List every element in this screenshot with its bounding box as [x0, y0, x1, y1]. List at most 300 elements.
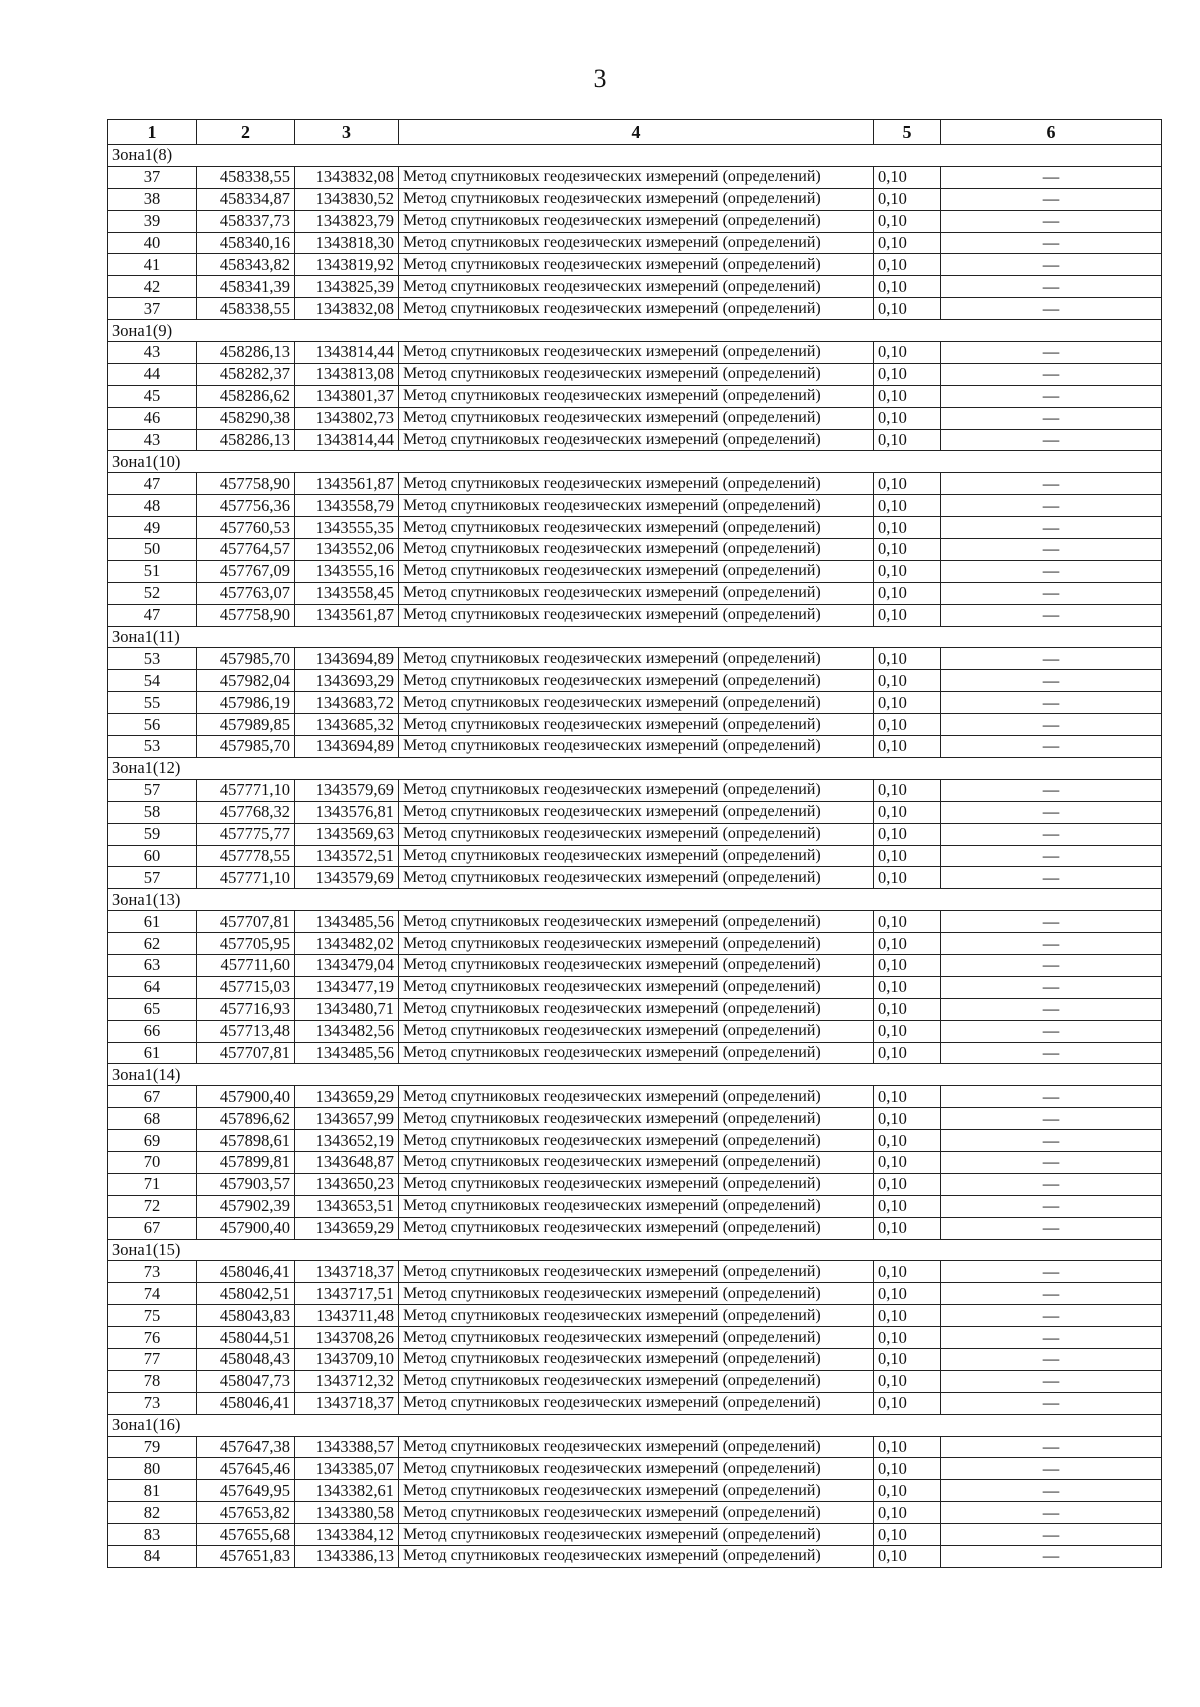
- point-number-cell: 82: [108, 1502, 197, 1524]
- point-number-cell: 44: [108, 363, 197, 385]
- y-coordinate-cell: 1343384,12: [295, 1524, 399, 1546]
- column-header: 3: [295, 120, 399, 145]
- accuracy-cell: 0,10: [874, 166, 941, 188]
- description-cell: —: [941, 1151, 1162, 1173]
- point-number-cell: 46: [108, 407, 197, 429]
- x-coordinate-cell: 457778,55: [197, 845, 295, 867]
- y-coordinate-cell: 1343814,44: [295, 342, 399, 364]
- description-cell: —: [941, 1020, 1162, 1042]
- method-cell: Метод спутниковых геодезических измерений (определений): [399, 692, 874, 714]
- x-coordinate-cell: 458042,51: [197, 1283, 295, 1305]
- method-cell: Метод спутниковых геодезических измерений (определений): [399, 1042, 874, 1064]
- method-cell: Метод спутниковых геодезических измерений (определений): [399, 1392, 874, 1414]
- y-coordinate-cell: 1343382,61: [295, 1480, 399, 1502]
- zone-row: [108, 1064, 1162, 1086]
- accuracy-cell: 0,10: [874, 276, 941, 298]
- x-coordinate-cell: 457763,07: [197, 582, 295, 604]
- x-coordinate-cell: 457900,40: [197, 1217, 295, 1239]
- description-cell: —: [941, 1086, 1162, 1108]
- accuracy-cell: 0,10: [874, 670, 941, 692]
- table-row: [108, 517, 1162, 539]
- method-cell: Метод спутниковых геодезических измерений (определений): [399, 670, 874, 692]
- x-coordinate-cell: 457645,46: [197, 1458, 295, 1480]
- point-number-cell: 45: [108, 385, 197, 407]
- table-row: [108, 692, 1162, 714]
- description-cell: —: [941, 976, 1162, 998]
- accuracy-cell: 0,10: [874, 188, 941, 210]
- description-cell: —: [941, 1327, 1162, 1349]
- table-row: [108, 1086, 1162, 1108]
- y-coordinate-cell: 1343813,08: [295, 363, 399, 385]
- table-row: [108, 670, 1162, 692]
- point-number-cell: 62: [108, 933, 197, 955]
- description-cell: —: [941, 1348, 1162, 1370]
- description-cell: —: [941, 1305, 1162, 1327]
- point-number-cell: 41: [108, 254, 197, 276]
- point-number-cell: 51: [108, 560, 197, 582]
- accuracy-cell: 0,10: [874, 1327, 941, 1349]
- point-number-cell: 57: [108, 779, 197, 801]
- description-cell: —: [941, 779, 1162, 801]
- description-cell: —: [941, 1261, 1162, 1283]
- table-row: [108, 210, 1162, 232]
- description-cell: —: [941, 539, 1162, 561]
- x-coordinate-cell: 458286,13: [197, 342, 295, 364]
- method-cell: Метод спутниковых геодезических измерений (определений): [399, 1130, 874, 1152]
- zone-row: [108, 145, 1162, 167]
- table-header-row: [108, 120, 1162, 145]
- table-row: [108, 560, 1162, 582]
- description-cell: —: [941, 1370, 1162, 1392]
- method-cell: Метод спутниковых геодезических измерений (определений): [399, 1502, 874, 1524]
- accuracy-cell: 0,10: [874, 1173, 941, 1195]
- y-coordinate-cell: 1343650,23: [295, 1173, 399, 1195]
- method-cell: Метод спутниковых геодезических измерений (определений): [399, 911, 874, 933]
- y-coordinate-cell: 1343558,79: [295, 495, 399, 517]
- coordinates-table: [107, 119, 1162, 1568]
- x-coordinate-cell: 457982,04: [197, 670, 295, 692]
- zone-row: [108, 1239, 1162, 1261]
- description-cell: —: [941, 823, 1162, 845]
- zone-row: [108, 626, 1162, 648]
- method-cell: Метод спутниковых геодезических измерений (определений): [399, 429, 874, 451]
- accuracy-cell: 0,10: [874, 1546, 941, 1568]
- point-number-cell: 67: [108, 1217, 197, 1239]
- table-row: [108, 845, 1162, 867]
- y-coordinate-cell: 1343818,30: [295, 232, 399, 254]
- column-header: 6: [941, 120, 1162, 145]
- point-number-cell: 61: [108, 1042, 197, 1064]
- y-coordinate-cell: 1343652,19: [295, 1130, 399, 1152]
- y-coordinate-cell: 1343814,44: [295, 429, 399, 451]
- table-row: [108, 385, 1162, 407]
- x-coordinate-cell: 457985,70: [197, 736, 295, 758]
- point-number-cell: 53: [108, 648, 197, 670]
- y-coordinate-cell: 1343482,56: [295, 1020, 399, 1042]
- y-coordinate-cell: 1343683,72: [295, 692, 399, 714]
- point-number-cell: 68: [108, 1108, 197, 1130]
- method-cell: Метод спутниковых геодезических измерений (определений): [399, 254, 874, 276]
- description-cell: —: [941, 1480, 1162, 1502]
- method-cell: Метод спутниковых геодезических измерений (определений): [399, 560, 874, 582]
- method-cell: Метод спутниковых геодезических измерений (определений): [399, 517, 874, 539]
- table-row: [108, 495, 1162, 517]
- accuracy-cell: 0,10: [874, 1502, 941, 1524]
- table-row: [108, 188, 1162, 210]
- point-number-cell: 83: [108, 1524, 197, 1546]
- description-cell: —: [941, 1195, 1162, 1217]
- method-cell: Метод спутниковых геодезических измерений (определений): [399, 1020, 874, 1042]
- accuracy-cell: 0,10: [874, 648, 941, 670]
- y-coordinate-cell: 1343653,51: [295, 1195, 399, 1217]
- table-row: [108, 166, 1162, 188]
- point-number-cell: 42: [108, 276, 197, 298]
- column-header: 4: [399, 120, 874, 145]
- description-cell: —: [941, 560, 1162, 582]
- y-coordinate-cell: 1343555,16: [295, 560, 399, 582]
- description-cell: —: [941, 254, 1162, 276]
- description-cell: —: [941, 1108, 1162, 1130]
- point-number-cell: 75: [108, 1305, 197, 1327]
- accuracy-cell: 0,10: [874, 1436, 941, 1458]
- y-coordinate-cell: 1343694,89: [295, 648, 399, 670]
- description-cell: —: [941, 407, 1162, 429]
- accuracy-cell: 0,10: [874, 1305, 941, 1327]
- accuracy-cell: 0,10: [874, 407, 941, 429]
- accuracy-cell: 0,10: [874, 1480, 941, 1502]
- description-cell: —: [941, 363, 1162, 385]
- method-cell: Метод спутниковых геодезических измерений (определений): [399, 823, 874, 845]
- accuracy-cell: 0,10: [874, 254, 941, 276]
- description-cell: —: [941, 188, 1162, 210]
- method-cell: Метод спутниковых геодезических измерений (определений): [399, 604, 874, 626]
- description-cell: —: [941, 166, 1162, 188]
- x-coordinate-cell: 457985,70: [197, 648, 295, 670]
- table-row: [108, 1195, 1162, 1217]
- method-cell: Метод спутниковых геодезических измерений (определений): [399, 1370, 874, 1392]
- zone-row: [108, 320, 1162, 342]
- method-cell: Метод спутниковых геодезических измерений (определений): [399, 845, 874, 867]
- y-coordinate-cell: 1343385,07: [295, 1458, 399, 1480]
- method-cell: Метод спутниковых геодезических измерений (определений): [399, 276, 874, 298]
- y-coordinate-cell: 1343709,10: [295, 1348, 399, 1370]
- x-coordinate-cell: 457900,40: [197, 1086, 295, 1108]
- point-number-cell: 38: [108, 188, 197, 210]
- point-number-cell: 81: [108, 1480, 197, 1502]
- table-row: [108, 407, 1162, 429]
- point-number-cell: 37: [108, 166, 197, 188]
- y-coordinate-cell: 1343801,37: [295, 385, 399, 407]
- table-row: [108, 1458, 1162, 1480]
- table-row: [108, 1546, 1162, 1568]
- zone-label: Зона1(11): [108, 626, 1162, 648]
- description-cell: —: [941, 232, 1162, 254]
- point-number-cell: 55: [108, 692, 197, 714]
- y-coordinate-cell: 1343717,51: [295, 1283, 399, 1305]
- x-coordinate-cell: 457758,90: [197, 604, 295, 626]
- y-coordinate-cell: 1343825,39: [295, 276, 399, 298]
- description-cell: —: [941, 1130, 1162, 1152]
- x-coordinate-cell: 457771,10: [197, 867, 295, 889]
- method-cell: Метод спутниковых геодезических измерений (определений): [399, 188, 874, 210]
- y-coordinate-cell: 1343561,87: [295, 473, 399, 495]
- description-cell: —: [941, 954, 1162, 976]
- y-coordinate-cell: 1343718,37: [295, 1261, 399, 1283]
- y-coordinate-cell: 1343708,26: [295, 1327, 399, 1349]
- y-coordinate-cell: 1343832,08: [295, 166, 399, 188]
- method-cell: Метод спутниковых геодезических измерений (определений): [399, 1108, 874, 1130]
- y-coordinate-cell: 1343480,71: [295, 998, 399, 1020]
- point-number-cell: 79: [108, 1436, 197, 1458]
- table-row: [108, 1436, 1162, 1458]
- table-row: [108, 539, 1162, 561]
- table-row: [108, 1370, 1162, 1392]
- x-coordinate-cell: 457655,68: [197, 1524, 295, 1546]
- x-coordinate-cell: 458043,83: [197, 1305, 295, 1327]
- point-number-cell: 58: [108, 801, 197, 823]
- table-row: [108, 254, 1162, 276]
- x-coordinate-cell: 457711,60: [197, 954, 295, 976]
- table-row: [108, 823, 1162, 845]
- accuracy-cell: 0,10: [874, 714, 941, 736]
- point-number-cell: 77: [108, 1348, 197, 1370]
- y-coordinate-cell: 1343648,87: [295, 1151, 399, 1173]
- method-cell: Метод спутниковых геодезических измерений (определений): [399, 298, 874, 320]
- table-row: [108, 1480, 1162, 1502]
- x-coordinate-cell: 458044,51: [197, 1327, 295, 1349]
- point-number-cell: 73: [108, 1261, 197, 1283]
- x-coordinate-cell: 457649,95: [197, 1480, 295, 1502]
- method-cell: Метод спутниковых геодезических измерений (определений): [399, 1327, 874, 1349]
- point-number-cell: 43: [108, 429, 197, 451]
- method-cell: Метод спутниковых геодезических измерений (определений): [399, 954, 874, 976]
- y-coordinate-cell: 1343572,51: [295, 845, 399, 867]
- point-number-cell: 61: [108, 911, 197, 933]
- description-cell: —: [941, 385, 1162, 407]
- y-coordinate-cell: 1343482,02: [295, 933, 399, 955]
- accuracy-cell: 0,10: [874, 210, 941, 232]
- accuracy-cell: 0,10: [874, 1151, 941, 1173]
- description-cell: —: [941, 845, 1162, 867]
- x-coordinate-cell: 457896,62: [197, 1108, 295, 1130]
- x-coordinate-cell: 458338,55: [197, 298, 295, 320]
- description-cell: —: [941, 1524, 1162, 1546]
- description-cell: —: [941, 210, 1162, 232]
- method-cell: Метод спутниковых геодезических измерений (определений): [399, 801, 874, 823]
- x-coordinate-cell: 457768,32: [197, 801, 295, 823]
- method-cell: Метод спутниковых геодезических измерений (определений): [399, 736, 874, 758]
- zone-label: Зона1(12): [108, 757, 1162, 779]
- method-cell: Метод спутниковых геодезических измерений (определений): [399, 933, 874, 955]
- column-header: 2: [197, 120, 295, 145]
- zone-label: Зона1(13): [108, 889, 1162, 911]
- y-coordinate-cell: 1343555,35: [295, 517, 399, 539]
- x-coordinate-cell: 457775,77: [197, 823, 295, 845]
- point-number-cell: 74: [108, 1283, 197, 1305]
- x-coordinate-cell: 458343,82: [197, 254, 295, 276]
- x-coordinate-cell: 457707,81: [197, 1042, 295, 1064]
- table-row: [108, 736, 1162, 758]
- y-coordinate-cell: 1343479,04: [295, 954, 399, 976]
- table-row: [108, 342, 1162, 364]
- method-cell: Метод спутниковых геодезических измерений (определений): [399, 363, 874, 385]
- table-row: [108, 429, 1162, 451]
- y-coordinate-cell: 1343552,06: [295, 539, 399, 561]
- zone-row: [108, 889, 1162, 911]
- x-coordinate-cell: 457715,03: [197, 976, 295, 998]
- point-number-cell: 71: [108, 1173, 197, 1195]
- description-cell: —: [941, 342, 1162, 364]
- table-row: [108, 911, 1162, 933]
- description-cell: —: [941, 1283, 1162, 1305]
- method-cell: Метод спутниковых геодезических измерений (определений): [399, 976, 874, 998]
- method-cell: Метод спутниковых геодезических измерений (определений): [399, 1151, 874, 1173]
- y-coordinate-cell: 1343485,56: [295, 911, 399, 933]
- method-cell: Метод спутниковых геодезических измерений (определений): [399, 407, 874, 429]
- x-coordinate-cell: 457902,39: [197, 1195, 295, 1217]
- y-coordinate-cell: 1343830,52: [295, 188, 399, 210]
- x-coordinate-cell: 457651,83: [197, 1546, 295, 1568]
- table-row: [108, 1130, 1162, 1152]
- zone-label: Зона1(15): [108, 1239, 1162, 1261]
- x-coordinate-cell: 457707,81: [197, 911, 295, 933]
- description-cell: —: [941, 473, 1162, 495]
- point-number-cell: 53: [108, 736, 197, 758]
- zone-label: Зона1(9): [108, 320, 1162, 342]
- table-row: [108, 1524, 1162, 1546]
- method-cell: Метод спутниковых геодезических измерений (определений): [399, 1524, 874, 1546]
- y-coordinate-cell: 1343823,79: [295, 210, 399, 232]
- zone-row: [108, 757, 1162, 779]
- column-header: 5: [874, 120, 941, 145]
- x-coordinate-cell: 457771,10: [197, 779, 295, 801]
- accuracy-cell: 0,10: [874, 1348, 941, 1370]
- y-coordinate-cell: 1343819,92: [295, 254, 399, 276]
- x-coordinate-cell: 458286,13: [197, 429, 295, 451]
- accuracy-cell: 0,10: [874, 1086, 941, 1108]
- accuracy-cell: 0,10: [874, 495, 941, 517]
- accuracy-cell: 0,10: [874, 1370, 941, 1392]
- point-number-cell: 65: [108, 998, 197, 1020]
- x-coordinate-cell: 457758,90: [197, 473, 295, 495]
- point-number-cell: 49: [108, 517, 197, 539]
- table-row: [108, 1108, 1162, 1130]
- x-coordinate-cell: 457760,53: [197, 517, 295, 539]
- description-cell: —: [941, 276, 1162, 298]
- method-cell: Метод спутниковых геодезических измерений (определений): [399, 342, 874, 364]
- y-coordinate-cell: 1343712,32: [295, 1370, 399, 1392]
- point-number-cell: 69: [108, 1130, 197, 1152]
- description-cell: —: [941, 429, 1162, 451]
- x-coordinate-cell: 458046,41: [197, 1392, 295, 1414]
- table-row: [108, 473, 1162, 495]
- table-row: [108, 779, 1162, 801]
- point-number-cell: 54: [108, 670, 197, 692]
- method-cell: Метод спутниковых геодезических измерений (определений): [399, 714, 874, 736]
- description-cell: —: [941, 517, 1162, 539]
- description-cell: —: [941, 298, 1162, 320]
- description-cell: —: [941, 495, 1162, 517]
- accuracy-cell: 0,10: [874, 539, 941, 561]
- point-number-cell: 52: [108, 582, 197, 604]
- description-cell: —: [941, 1392, 1162, 1414]
- table-row: [108, 1151, 1162, 1173]
- accuracy-cell: 0,10: [874, 911, 941, 933]
- description-cell: —: [941, 1173, 1162, 1195]
- point-number-cell: 73: [108, 1392, 197, 1414]
- method-cell: Метод спутниковых геодезических измерений (определений): [399, 385, 874, 407]
- method-cell: Метод спутниковых геодезических измерений (определений): [399, 779, 874, 801]
- method-cell: Метод спутниковых геодезических измерений (определений): [399, 1458, 874, 1480]
- table-row: [108, 276, 1162, 298]
- y-coordinate-cell: 1343579,69: [295, 867, 399, 889]
- accuracy-cell: 0,10: [874, 823, 941, 845]
- y-coordinate-cell: 1343579,69: [295, 779, 399, 801]
- table-row: [108, 1261, 1162, 1283]
- point-number-cell: 47: [108, 604, 197, 626]
- page-number: 3: [593, 64, 607, 93]
- x-coordinate-cell: 457756,36: [197, 495, 295, 517]
- zone-label: Зона1(14): [108, 1064, 1162, 1086]
- x-coordinate-cell: 457705,95: [197, 933, 295, 955]
- description-cell: —: [941, 714, 1162, 736]
- y-coordinate-cell: 1343388,57: [295, 1436, 399, 1458]
- table-row: [108, 1217, 1162, 1239]
- y-coordinate-cell: 1343694,89: [295, 736, 399, 758]
- method-cell: Метод спутниковых геодезических измерений (определений): [399, 1348, 874, 1370]
- table-row: [108, 298, 1162, 320]
- y-coordinate-cell: 1343558,45: [295, 582, 399, 604]
- method-cell: Метод спутниковых геодезических измерений (определений): [399, 1305, 874, 1327]
- x-coordinate-cell: 457764,57: [197, 539, 295, 561]
- x-coordinate-cell: 457716,93: [197, 998, 295, 1020]
- description-cell: —: [941, 933, 1162, 955]
- method-cell: Метод спутниковых геодезических измерений (определений): [399, 1261, 874, 1283]
- table-row: [108, 582, 1162, 604]
- accuracy-cell: 0,10: [874, 429, 941, 451]
- x-coordinate-cell: 457903,57: [197, 1173, 295, 1195]
- method-cell: Метод спутниковых геодезических измерений (определений): [399, 582, 874, 604]
- table-row: [108, 998, 1162, 1020]
- point-number-cell: 72: [108, 1195, 197, 1217]
- accuracy-cell: 0,10: [874, 801, 941, 823]
- table-row: [108, 954, 1162, 976]
- method-cell: Метод спутниковых геодезических измерений (определений): [399, 1283, 874, 1305]
- accuracy-cell: 0,10: [874, 845, 941, 867]
- table-row: [108, 648, 1162, 670]
- description-cell: —: [941, 1502, 1162, 1524]
- x-coordinate-cell: 458337,73: [197, 210, 295, 232]
- y-coordinate-cell: 1343711,48: [295, 1305, 399, 1327]
- x-coordinate-cell: 457899,81: [197, 1151, 295, 1173]
- table-row: [108, 1305, 1162, 1327]
- point-number-cell: 76: [108, 1327, 197, 1349]
- table-row: [108, 1173, 1162, 1195]
- zone-label: Зона1(16): [108, 1414, 1162, 1436]
- accuracy-cell: 0,10: [874, 933, 941, 955]
- method-cell: Метод спутниковых геодезических измерений (определений): [399, 210, 874, 232]
- accuracy-cell: 0,10: [874, 1524, 941, 1546]
- y-coordinate-cell: 1343659,29: [295, 1086, 399, 1108]
- description-cell: —: [941, 1436, 1162, 1458]
- y-coordinate-cell: 1343380,58: [295, 1502, 399, 1524]
- point-number-cell: 63: [108, 954, 197, 976]
- point-number-cell: 40: [108, 232, 197, 254]
- accuracy-cell: 0,10: [874, 1392, 941, 1414]
- table-row: [108, 1502, 1162, 1524]
- table-row: [108, 232, 1162, 254]
- x-coordinate-cell: 457898,61: [197, 1130, 295, 1152]
